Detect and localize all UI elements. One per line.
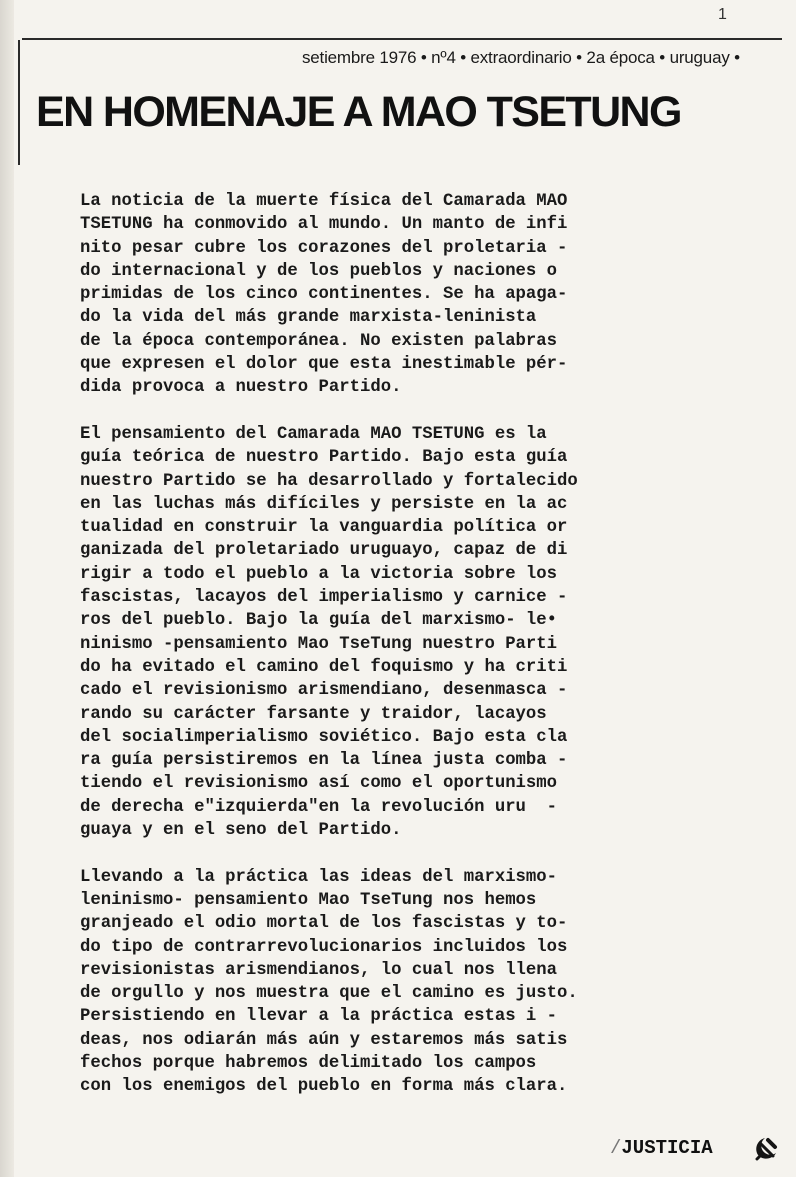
text-line: guaya y en el seno del Partido. <box>80 821 402 841</box>
text-line: de la época contemporánea. No existen palabras <box>80 331 558 351</box>
text-line: en las luchas más difíciles y persiste en la ac <box>80 494 568 514</box>
text-line: rando su carácter farsante y traidor, lacayos <box>80 704 547 724</box>
paragraph-2 <box>80 423 770 842</box>
page-edge-shadow <box>0 0 14 1177</box>
article-body <box>80 190 770 1122</box>
text-line: TSETUNG ha conmovido al mundo. Un manto de infi <box>80 215 568 235</box>
text-line: que expresen el dolor que esta inestimable pér- <box>80 355 568 375</box>
signature-slash: / <box>610 1137 622 1159</box>
hammer-sickle-icon <box>752 1135 782 1163</box>
text-line: ganizada del proletariado uruguayo, capaz de di <box>80 541 568 561</box>
paragraph-1 <box>80 190 770 400</box>
left-rule <box>18 40 20 165</box>
text-line: Persistiendo en llevar a la práctica estas i - <box>80 1007 558 1027</box>
text-line: nito pesar cubre los corazones del proletaria - <box>80 238 568 258</box>
text-line: tualidad en construir la vanguardia política or <box>80 518 568 538</box>
text-line: guía teórica de nuestro Partido. Bajo esta guía <box>80 448 568 468</box>
text-line: do ha evitado el camino del foquismo y ha criti <box>80 657 568 677</box>
text-line: nuestro Partido se ha desarrollado y fortalecido <box>80 471 578 491</box>
signature-name: JUSTICIA <box>621 1137 713 1159</box>
headline: EN HOMENAJE A MAO TSETUNG <box>36 88 681 136</box>
text-line: de orgullo y nos muestra que el camino es justo. <box>80 984 578 1004</box>
text-line: fascistas, lacayos del imperialismo y carnice - <box>80 588 568 608</box>
text-line: granjeado el odio mortal de los fascistas y to- <box>80 914 568 934</box>
text-line: dida provoca a nuestro Partido. <box>80 378 402 398</box>
signature <box>610 1137 713 1159</box>
text-line: ra guía persistiremos en la línea justa comba - <box>80 751 568 771</box>
text-line: tiendo el revisionismo así como el oportunismo <box>80 774 558 794</box>
text-line: ninismo -pensamiento Mao TseTung nuestro Parti <box>80 634 558 654</box>
text-line: ros del pueblo. Bajo la guía del marxismo- le• <box>80 611 558 631</box>
masthead-line: setiembre 1976 • nº4 • extraordinario • 2a época • uruguay • <box>302 48 740 67</box>
text-line: do internacional y de los pueblos y naciones o <box>80 261 558 281</box>
text-line: del socialimperialismo soviético. Bajo esta cla <box>80 727 568 747</box>
top-rule <box>22 38 782 40</box>
paragraph-3 <box>80 866 770 1099</box>
text-line: La noticia de la muerte física del Camarada MAO <box>80 192 568 211</box>
text-line: revisionistas arismendianos, lo cual nos llena <box>80 960 558 980</box>
text-line: El pensamiento del Camarada MAO TSETUNG es la <box>80 424 547 444</box>
text-line: de derecha e"izquierda"en la revolución uru - <box>80 797 558 817</box>
text-line: leninismo- pensamiento Mao TseTung nos hemos <box>80 890 537 910</box>
page-number: 1 <box>718 6 727 23</box>
text-line: fechos porque habremos delimitado los campos <box>80 1053 537 1073</box>
text-line: con los enemigos del pueblo en forma más clara. <box>80 1077 568 1097</box>
text-line: deas, nos odiarán más aún y estaremos más satis <box>80 1030 568 1050</box>
text-line: cado el revisionismo arismendiano, desenmasca - <box>80 681 568 701</box>
text-line: do la vida del más grande marxista-leninista <box>80 308 537 328</box>
text-line: do tipo de contrarrevolucionarios incluidos los <box>80 937 568 957</box>
text-line: rigir a todo el pueblo a la victoria sobre los <box>80 564 558 584</box>
text-line: primidas de los cinco continentes. Se ha apaga- <box>80 285 568 305</box>
text-line: Llevando a la práctica las ideas del marxismo- <box>80 867 558 887</box>
